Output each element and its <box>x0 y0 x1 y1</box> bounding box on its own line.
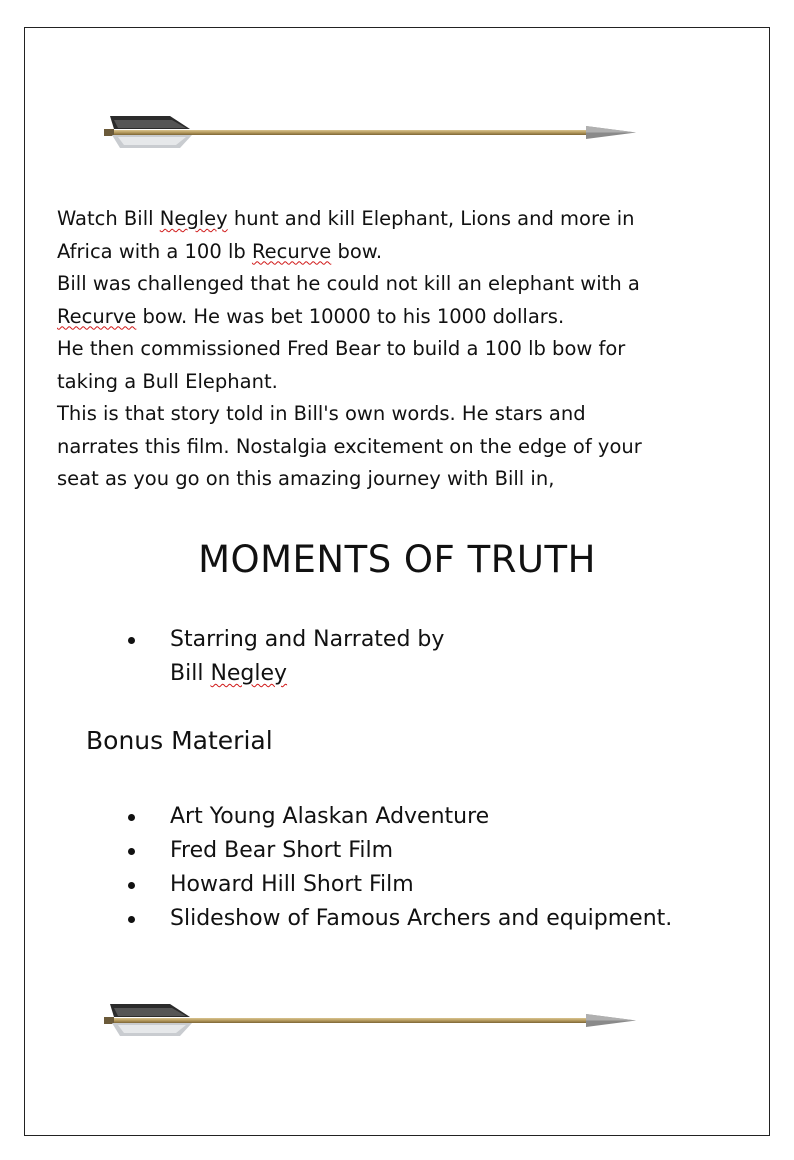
intro-line-5: He then commissioned Fred Bear to build a 100 lb bow for <box>57 337 626 360</box>
spellcheck-word: Negley <box>210 661 288 686</box>
document-title: MOMENTS OF TRUTH <box>198 538 596 581</box>
list-item: Fred Bear Short Film <box>0 834 672 868</box>
intro-line-2: Africa with a 100 lb Recurve bow. <box>57 239 383 263</box>
arrow-icon <box>100 112 640 152</box>
intro-line-1: Watch Bill Negley hunt and kill Elephant, Lions and more in <box>57 207 635 230</box>
bonus-heading: Bonus Material <box>86 726 273 755</box>
starring-list <box>0 623 444 691</box>
spellcheck-word: Negley <box>159 207 228 230</box>
intro-line-3: Bill was challenged that he could not kill an elephant with a <box>57 272 640 295</box>
list-item: Slideshow of Famous Archers and equipment. <box>0 902 672 936</box>
arrow-icon <box>100 1000 640 1040</box>
intro-line-4: Recurve bow. He was bet 10000 to his 1000 dollars. <box>57 304 565 328</box>
intro-line-8: narrates this film. Nostalgia excitement on the edge of your <box>57 434 642 458</box>
intro-line-9: seat as you go on this amazing journey with Bill in, <box>57 467 555 490</box>
intro-line-6: taking a Bull Elephant. <box>57 369 278 393</box>
bonus-list <box>0 800 672 936</box>
starring-label: Starring and Narrated by <box>170 627 445 652</box>
list-item: Art Young Alaskan Adventure <box>0 800 672 834</box>
intro-line-7: This is that story told in Bill's own words. He stars and <box>57 402 586 425</box>
spellcheck-word: Recurve <box>57 304 137 328</box>
document-page <box>24 27 770 1136</box>
intro-paragraph <box>57 203 737 496</box>
list-item: Howard Hill Short Film <box>0 868 672 902</box>
starring-name: Bill Negley <box>170 661 288 686</box>
list-item <box>0 623 444 691</box>
spellcheck-word: Recurve <box>251 239 332 263</box>
